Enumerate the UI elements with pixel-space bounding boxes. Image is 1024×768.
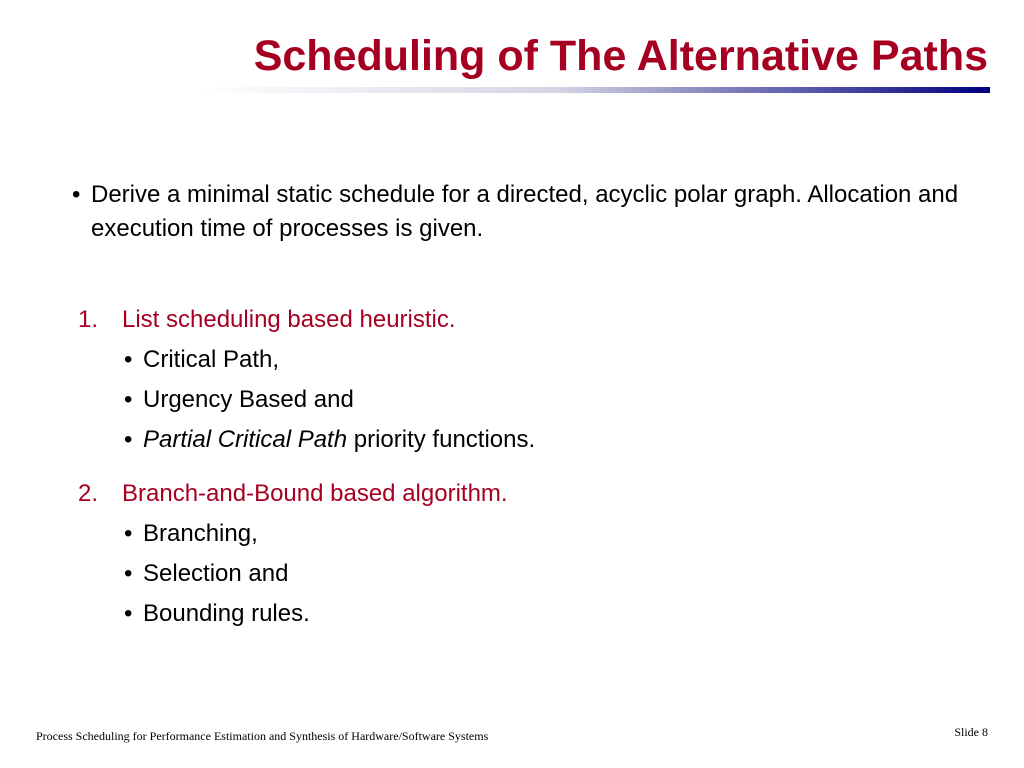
sub-item-bounding-rules xyxy=(124,599,310,629)
intro-paragraph xyxy=(72,178,972,246)
sub-item-selection xyxy=(124,559,288,589)
sub-item-text: Selection and xyxy=(143,560,289,587)
sub-bullet: • xyxy=(124,426,133,453)
sub-bullet: • xyxy=(124,560,133,587)
sub-bullet: • xyxy=(124,520,133,547)
sub-bullet: • xyxy=(124,346,133,373)
sub-item-text: Urgency Based and xyxy=(143,386,354,413)
footer-text: Process Scheduling for Performance Estimation and Synthesis of Hardware/Software Systems xyxy=(36,729,489,743)
sub-item-text: priority functions. xyxy=(347,426,536,453)
sub-item-critical-path xyxy=(124,345,279,375)
slide-title: Scheduling of The Alternative Paths xyxy=(253,32,988,80)
sub-item-text: Bounding rules. xyxy=(143,600,310,627)
list-item-1-number: 1. xyxy=(78,306,99,333)
title-underline xyxy=(200,87,990,93)
sub-item-text: Branching, xyxy=(143,520,258,547)
list-item-1-label: List scheduling based heuristic. xyxy=(122,306,456,333)
sub-bullet: • xyxy=(124,600,133,627)
sub-item-urgency-based xyxy=(124,385,354,415)
list-item-2-number: 2. xyxy=(78,480,99,507)
intro-bullet: • xyxy=(72,181,81,208)
sub-item-branching xyxy=(124,519,258,549)
list-item-2-label: Branch-and-Bound based algorithm. xyxy=(122,480,508,507)
sub-item-text: Critical Path, xyxy=(143,346,280,373)
slide-number: Slide 8 xyxy=(954,725,988,739)
sub-bullet: • xyxy=(124,386,133,413)
intro-text: Derive a minimal static schedule for a directed, acyclic polar graph. Allocation and execution time of processes is given. xyxy=(91,181,959,242)
sub-item-italic-text: Partial Critical Path xyxy=(143,426,348,453)
sub-item-partial-critical-path xyxy=(124,425,535,455)
